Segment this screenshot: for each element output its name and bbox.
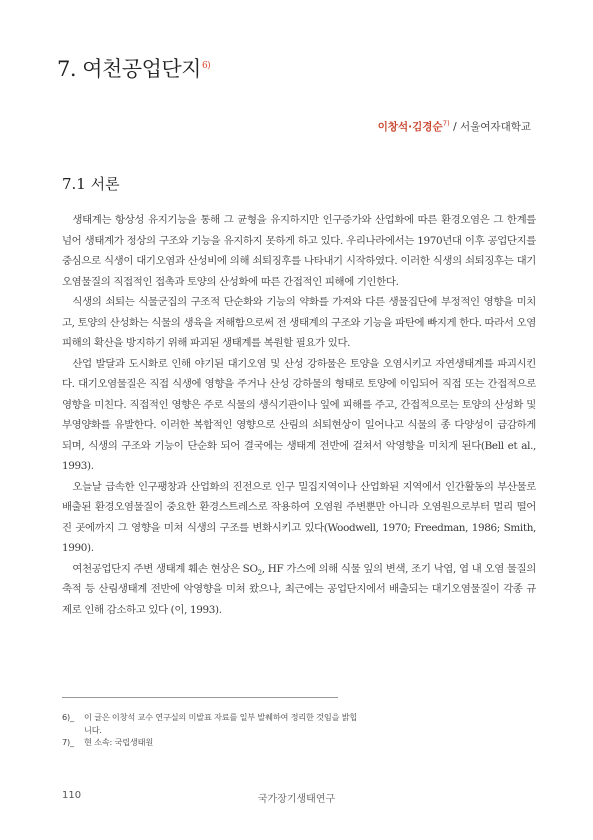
chapter-title-text: 7. 여천공업단지 [57, 57, 201, 81]
footnote-number: 7)_ [62, 737, 74, 747]
footnotes [62, 711, 362, 749]
section-title: 7.1 서론 [62, 175, 120, 193]
body-paragraph: 생태계는 항상성 유지기능을 통해 그 균형을 유지하지만 인구증가와 산업화에 따른 환경오염은 그 한계를 넘어 생태계가 정상의 구조와 기능을 유지하지 못하게 하고 있다. 우리나라에서는 1970년대 이후 공업단지를 중심으로 식생이 대기오염과 산성비에 의해 쇠퇴징후를 나타내기 시작하였다. 이러한 식생의 쇠퇴징후는 대기오염물질의 직접적인 접촉과 토양의 산성화에 따른 간접적인 피해에 기인한다. [62, 214, 536, 288]
author-affiliation: / 서울여자대학교 [449, 121, 531, 133]
footnote-text: 현 소속: 국립생태원 [84, 737, 154, 747]
footnote-item [62, 711, 362, 736]
chapter-footnote-ref[interactable]: 6) [201, 61, 211, 71]
body-paragraph: 식생의 쇠퇴는 식물군집의 구조적 단순화와 기능의 약화를 가져와 다른 생물집단에 부정적인 영향을 미치고, 토양의 산성화는 식물의 생육을 저해함으로써 전 생태계의 구조와 기능을 파탄에 빠지게 한다. 따라서 오염피해의 확산을 방지하기 위해 파괴된 생태계를 복원할 필요가 있다. [62, 296, 536, 349]
body-paragraph-last [62, 559, 536, 621]
author-line [378, 119, 531, 134]
footnote-number: 6)_ [62, 712, 74, 722]
footnote-divider [62, 697, 338, 698]
author-footnote-ref[interactable]: 7) [442, 119, 450, 128]
body-paragraph: 산업 발달과 도시화로 인해 야기된 대기오염 및 산성 강하물은 토양을 오염시키고 자연생태계를 파괴시킨다. 대기오염물질은 직접 식생에 영향을 주거나 산성 강하물의 형태로 토양에 이입되어 직접 또는 간접적으로 영향을 미친다. 직접적인 영향은 주로 식물의 생식기관이나 잎에 피해를 주고, 간접적으로는 토양의 산성화 및 부영양화를 유발한다. 이러한 복합적인 영향으로 산림의 쇠퇴현상이 일어나고 식물의 종 다양성이 급감하게 되며, 식생의 구조와 기능이 단순화 되어 결국에는 생태계 전반에 걸쳐서 악영향을 미치게 된다(Bell et al., 1993). [62, 357, 536, 472]
so2-subscript: 2 [257, 568, 262, 577]
journal-name: 국가장기생태연구 [257, 794, 336, 805]
body-paragraph: 오늘날 급속한 인구팽창과 산업화의 진전으로 인구 밀집지역이나 산업화된 지역에서 인간활동의 부산물로 배출된 환경오염물질이 중요한 환경스트레스로 작용하여 오염원 주변뿐만 아니라 오염원으로부터 멀리 떨어진 곳에까지 그 영향을 미쳐 식생의 구조를 변화시키고 있다(Woodwell, 1970; Freedman, 1986; Smith, 1990). [62, 480, 536, 554]
paragraph-text-after: , HF 가스에 의해 식물 잎의 변색, 조기 낙엽, 엽 내 오염 물질의 축적 등 산림생태계 전반에 악영향을 미쳐 왔으나, 최근에는 공업단지에서 배출되는 대기오염물질이 각종 규제로 인해 감소하고 있다 (이, 1993). [62, 562, 536, 616]
body-text [62, 210, 536, 620]
author-names: 이창석·김경순 [377, 121, 443, 133]
footnote-text: 이 글은 이창석 교수 연구실의 미발표 자료를 일부 발췌하여 정리한 것임을 밝힙니다. [84, 712, 358, 735]
chapter-title [57, 53, 210, 83]
paragraph-text-before: 여천공업단지 주변 생태계 훼손 현상은 SO [72, 562, 258, 575]
page-number: 110 [62, 790, 82, 801]
footnote-item [62, 736, 362, 749]
